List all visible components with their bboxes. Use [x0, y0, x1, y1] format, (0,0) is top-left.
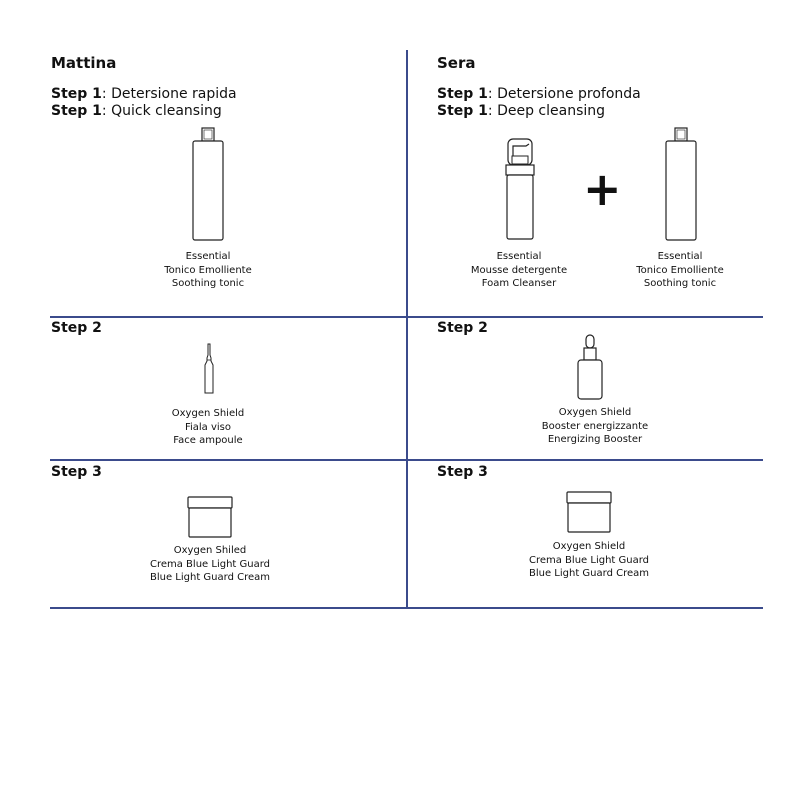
morning-step2-caption [128, 407, 288, 448]
morning-step1-en [51, 103, 222, 120]
step-text: : Detersione profonda [487, 86, 641, 102]
row-divider-bottom [50, 607, 763, 609]
caption-line: Oxygen Shield [558, 407, 632, 418]
caption-line: Essential [185, 251, 231, 262]
row-divider-1 [50, 316, 763, 318]
caption-line: Oxygen Shiled [173, 545, 247, 556]
caption-line: Blue Light Guard Cream [528, 568, 649, 579]
morning-step1-it [51, 86, 237, 103]
ampoule-icon [203, 343, 215, 395]
evening-step2-title: Step 2 [437, 320, 488, 336]
cream-jar-icon [566, 491, 612, 533]
caption-line: Crema Blue Light Guard [149, 558, 270, 570]
foam-pump-bottle-icon [502, 138, 538, 240]
evening-step1-caption-a [439, 250, 599, 291]
caption-line: Soothing tonic [171, 278, 245, 289]
caption-line: Oxygen Shield [171, 408, 245, 419]
dropper-bottle-icon [576, 334, 604, 400]
morning-title: Mattina [51, 54, 117, 72]
caption-line: Foam Cleanser [481, 278, 557, 289]
morning-step2-title: Step 2 [51, 320, 102, 336]
caption-line: Blue Light Guard Cream [149, 572, 270, 583]
step-text: : Quick cleansing [101, 103, 222, 119]
step-text: : Deep cleansing [487, 103, 606, 119]
caption-line: Fiala viso [184, 421, 232, 433]
caption-line: Mousse detergente [470, 264, 568, 276]
caption-line: Crema Blue Light Guard [528, 554, 649, 566]
evening-step1-it [437, 86, 641, 103]
step-label: Step 1 [51, 103, 102, 119]
step-text: : Detersione rapida [101, 86, 237, 102]
evening-step3-caption [509, 540, 669, 581]
evening-step3-title: Step 3 [437, 464, 488, 480]
caption-line: Tonico Emolliente [164, 264, 252, 276]
evening-title: Sera [437, 54, 476, 72]
cream-jar-icon [187, 496, 233, 538]
evening-step1-caption-b [600, 250, 760, 291]
tall-bottle-icon [663, 127, 699, 241]
caption-line: Oxygen Shield [552, 541, 626, 552]
evening-step1-en [437, 103, 605, 120]
tall-bottle-icon [190, 127, 226, 241]
caption-line: Essential [496, 251, 542, 262]
morning-step1-caption [128, 250, 288, 291]
caption-line: Booster energizzante [541, 420, 649, 432]
step-label: Step 1 [51, 86, 102, 102]
caption-line: Soothing tonic [643, 278, 717, 289]
caption-line: Face ampoule [173, 435, 243, 446]
evening-step2-caption [515, 406, 675, 447]
plus-icon: + [583, 162, 622, 216]
caption-line: Essential [657, 251, 703, 262]
step-label: Step 1 [437, 103, 488, 119]
caption-line: Tonico Emolliente [636, 264, 724, 276]
morning-step3-caption [130, 544, 290, 585]
morning-step3-title: Step 3 [51, 464, 102, 480]
row-divider-2 [50, 459, 763, 461]
caption-line: Energizing Booster [547, 434, 643, 445]
step-label: Step 1 [437, 86, 488, 102]
column-divider [406, 50, 408, 608]
